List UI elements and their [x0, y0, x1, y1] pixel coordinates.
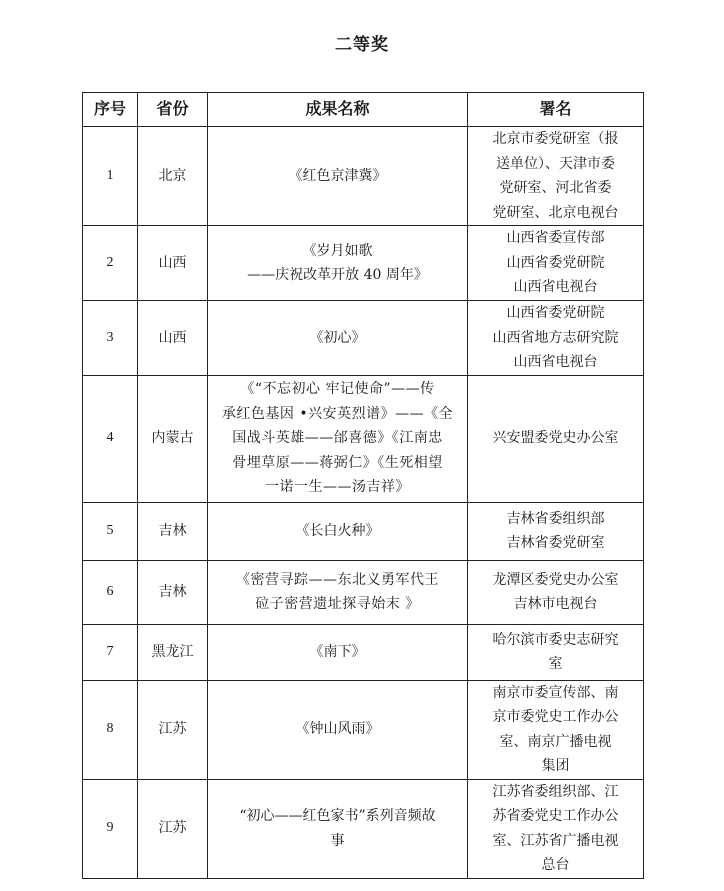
awards-table — [82, 92, 644, 879]
table-row — [83, 680, 644, 779]
cell-author: 哈尔滨市委史志研究 室 — [468, 624, 644, 680]
cell-work: 《“不忘初心 牢记使命”——传 承红色基因 •兴安英烈谱》——《全 国战斗英雄——邰喜德》《江南忠 骨埋草原——蒋弼仁》《生死相望 一诺一生——汤吉祥》 — [208, 375, 468, 502]
table-header-row — [83, 93, 644, 127]
cell-province: 黑龙江 — [138, 624, 208, 680]
cell-work: 《南下》 — [208, 624, 468, 680]
cell-index: 2 — [83, 226, 138, 301]
cell-province: 北京 — [138, 127, 208, 226]
cell-author: 江苏省委组织部、江 苏省委党史工作办公 室、江苏省广播电视 总台 — [468, 779, 644, 878]
table-row — [83, 375, 644, 502]
cell-author: 山西省委党研院 山西省地方志研究院 山西省电视台 — [468, 301, 644, 376]
cell-index: 7 — [83, 624, 138, 680]
table-row — [83, 502, 644, 560]
cell-work: 《红色京津冀》 — [208, 127, 468, 226]
cell-author: 北京市委党研室（报 送单位）、天津市委 党研室、河北省委 党研室、北京电视台 — [468, 127, 644, 226]
cell-index: 8 — [83, 680, 138, 779]
cell-province: 山西 — [138, 301, 208, 376]
cell-province: 江苏 — [138, 779, 208, 878]
header-work: 成果名称 — [208, 93, 468, 127]
cell-author: 龙潭区委党史办公室 吉林市电视台 — [468, 560, 644, 624]
cell-author: 山西省委宣传部 山西省委党研院 山西省电视台 — [468, 226, 644, 301]
page-title: 二等奖 — [335, 35, 389, 55]
header-author: 署名 — [468, 93, 644, 127]
cell-work: 《钟山风雨》 — [208, 680, 468, 779]
cell-index: 1 — [83, 127, 138, 226]
cell-index: 4 — [83, 375, 138, 502]
cell-index: 9 — [83, 779, 138, 878]
cell-province: 内蒙古 — [138, 375, 208, 502]
cell-work: 《岁月如歌 ——庆祝改革开放 40 周年》 — [208, 226, 468, 301]
cell-author: 吉林省委组织部 吉林省委党研室 — [468, 502, 644, 560]
table-row — [83, 226, 644, 301]
table-row — [83, 127, 644, 226]
cell-province: 吉林 — [138, 560, 208, 624]
cell-index: 3 — [83, 301, 138, 376]
table-row — [83, 560, 644, 624]
table-row — [83, 301, 644, 376]
cell-author: 南京市委宣传部、南 京市委党史工作办公 室、南京广播电视 集团 — [468, 680, 644, 779]
cell-work: 《长白火种》 — [208, 502, 468, 560]
header-province: 省份 — [138, 93, 208, 127]
cell-work: “初心——红色家书”系列音频故 事 — [208, 779, 468, 878]
table-row — [83, 624, 644, 680]
table-row — [83, 779, 644, 878]
header-index: 序号 — [83, 93, 138, 127]
cell-province: 吉林 — [138, 502, 208, 560]
cell-index: 6 — [83, 560, 138, 624]
cell-author: 兴安盟委党史办公室 — [468, 375, 644, 502]
cell-province: 江苏 — [138, 680, 208, 779]
cell-work: 《密营寻踪——东北义勇军代王 砬子密营遗址探寻始末 》 — [208, 560, 468, 624]
cell-work: 《初心》 — [208, 301, 468, 376]
cell-index: 5 — [83, 502, 138, 560]
cell-province: 山西 — [138, 226, 208, 301]
